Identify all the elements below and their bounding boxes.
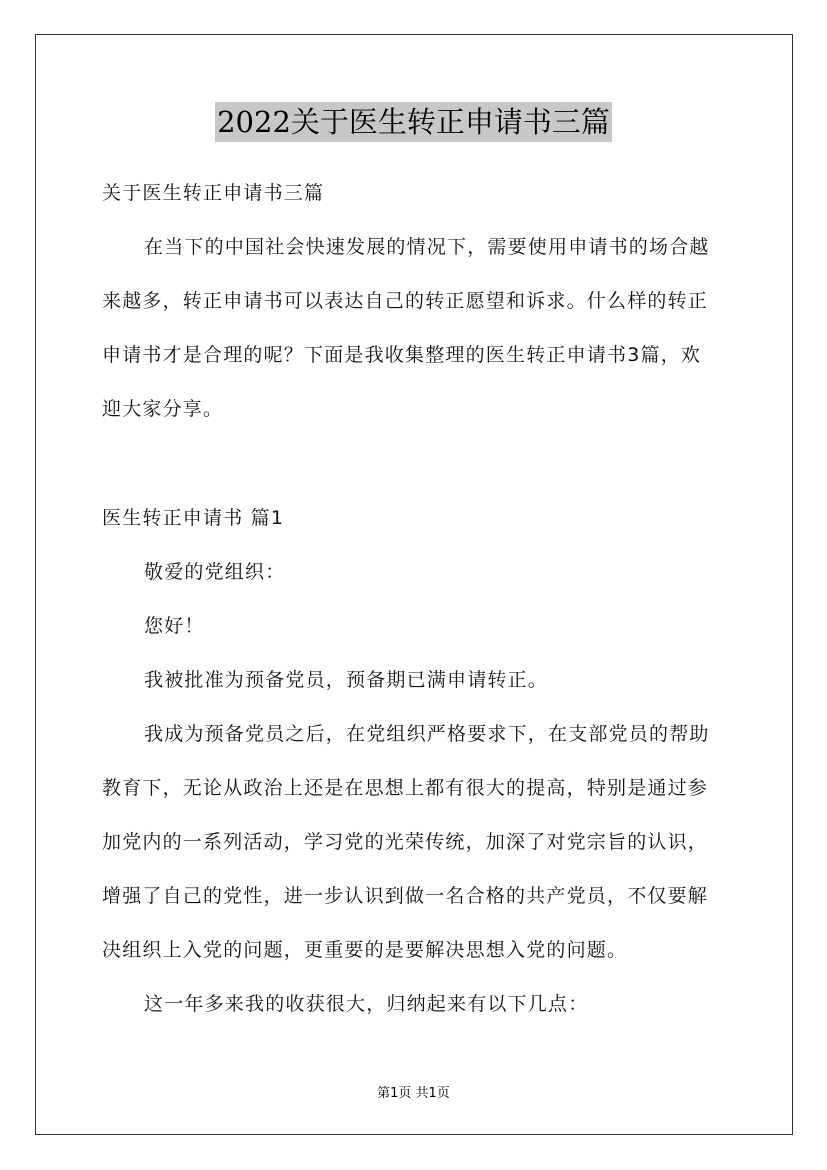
title-container <box>0 102 827 142</box>
document-title: 2022关于医生转正申请书三篇 <box>215 102 612 142</box>
paragraph-1: 我被批准为预备党员，预备期已满申请转正。 <box>144 669 549 691</box>
page-footer: 第1页 共1页 <box>377 1086 450 1101</box>
subtitle: 关于医生转正申请书三篇 <box>102 182 325 204</box>
paragraph-2-line-5: 决组织上入党的问题，更重要的是要解决思想入党的问题。 <box>102 939 628 961</box>
paragraph-3: 这一年多来我的收获很大，归纳起来有以下几点： <box>144 993 589 1015</box>
greeting: 您好！ <box>144 615 205 637</box>
intro-line-4: 迎大家分享。 <box>102 398 224 420</box>
paragraph-2-line-1: 我成为预备党员之后，在党组织严格要求下，在支部党员的帮助 <box>144 723 710 745</box>
paragraph-2-line-4: 增强了自己的党性，进一步认识到做一名合格的共产党员，不仅要解 <box>102 885 709 907</box>
paragraph-2-line-2: 教育下，无论从政治上还是在思想上都有很大的提高，特别是通过参 <box>102 777 709 799</box>
paragraph-2-line-3: 加党内的一系列活动，学习党的光荣传统，加深了对党宗旨的认识， <box>102 831 709 853</box>
intro-line-2: 来越多，转正申请书可以表达自己的转正愿望和诉求。什么样的转正 <box>102 290 709 312</box>
section-heading: 医生转正申请书 篇1 <box>102 507 285 529</box>
salutation: 敬爱的党组织： <box>144 561 286 583</box>
intro-line-3: 申请书才是合理的呢？下面是我收集整理的医生转正申请书3篇，欢 <box>102 344 702 366</box>
intro-line-1: 在当下的中国社会快速发展的情况下，需要使用申请书的场合越 <box>144 236 710 258</box>
